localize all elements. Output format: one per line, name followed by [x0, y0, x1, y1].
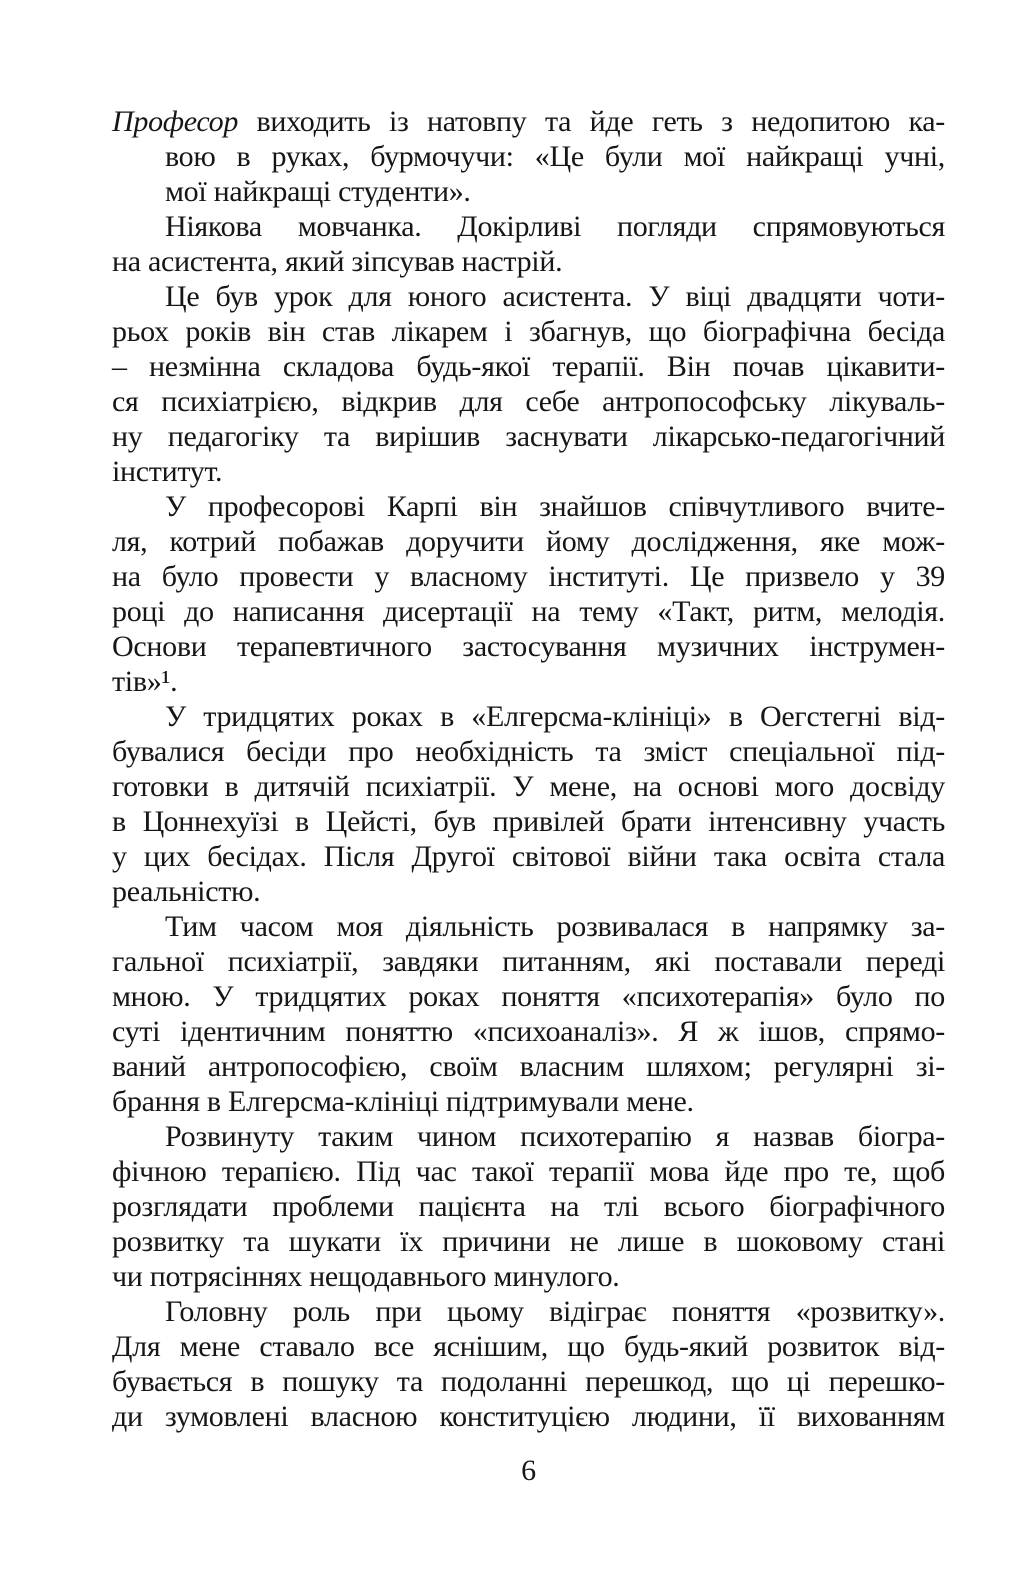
paragraph — [112, 1294, 945, 1434]
paragraph-stage-direction — [112, 104, 945, 209]
text-line: У професорові Карпі він знайшов співчутливого вчите- — [165, 490, 945, 523]
text-line: тів»¹. — [112, 665, 178, 698]
text-line — [112, 104, 945, 139]
text-line: Для мене ставало все яснішим, що будь-який розвиток від- — [112, 1330, 945, 1363]
text-line: Ніякова мовчанка. Докірливі погляди спрямовуються — [165, 210, 945, 243]
text-line: вою в руках, бурмочучи: «Це були мої найкращі учні, — [165, 140, 945, 173]
text-line: готовки в дитячій психіатрії. У мене, на основі мого досвіду — [112, 770, 945, 803]
text-line: розвитку та шукати їх причини не лише в шоковому стані — [112, 1225, 945, 1258]
paragraph — [112, 1119, 945, 1294]
paragraph — [112, 279, 945, 489]
text-line: фічною терапією. Під час такої терапії мова йде про те, щоб — [112, 1155, 945, 1188]
paragraph-lead-italic: Професор — [112, 105, 239, 138]
paragraph — [112, 699, 945, 909]
text-line: бувається в пошуку та подоланні перешкод, що ці перешко- — [112, 1365, 945, 1398]
text-line: ся психіатрією, відкрив для себе антропософську лікуваль- — [112, 385, 945, 418]
page-text — [112, 104, 945, 1488]
text-line: ваний антропософією, своїм власним шляхом; регулярні зі- — [112, 1050, 945, 1083]
text-line: Головну роль при цьому відіграє поняття «розвитку». — [165, 1295, 945, 1328]
text-line: році до написання дисертації на тему «Такт, ритм, мелодія. — [112, 595, 945, 628]
text-line: суті ідентичним поняттю «психоаналіз». Я ж ішов, спрямо- — [112, 1015, 945, 1048]
text-line: на було провести у власному інституті. Це призвело у 39 — [112, 560, 945, 593]
text-line: брання в Елгерсма-клініці підтримували мене. — [112, 1085, 694, 1118]
text-line: мною. У тридцятих роках поняття «психотерапія» було по — [112, 980, 945, 1013]
text-line: гальної психіатрії, завдяки питанням, які поставали переді — [112, 945, 945, 978]
text-line: ля, котрий побажав доручити йому дослідження, яке мож- — [112, 525, 945, 558]
text-line: на асистента, який зіпсував настрій. — [112, 245, 563, 278]
paragraph — [112, 489, 945, 699]
text-line: інститут. — [112, 455, 223, 488]
text-line: чи потрясіннях нещодавнього минулого. — [112, 1260, 620, 1293]
text-line: розглядати проблеми пацієнта на тлі всього біографічного — [112, 1190, 945, 1223]
paragraph — [112, 209, 945, 279]
text-line: у цих бесідах. Після Другої світової війни така освіта стала — [112, 840, 945, 873]
text-line: Основи терапевтичного застосування музичних інструмен- — [112, 630, 945, 663]
text-line: в Цоннехуїзі в Цейсті, був привілей брати інтенсивну участь — [112, 805, 945, 838]
text-span: виходить із натовпу та йде геть з недопитою ка- — [238, 105, 945, 138]
text-line: Тим часом моя діяльність розвивалася в напрямку за- — [165, 910, 945, 943]
text-line: Це був урок для юного асистента. У віці двадцяти чоти- — [165, 280, 945, 313]
text-line: рьох років він став лікарем і збагнув, що біографічна бесіда — [112, 315, 945, 348]
text-line: бувалися бесіди про необхідність та зміст спеціальної під- — [112, 735, 945, 768]
text-line: Розвинуту таким чином психотерапію я назвав біогра- — [165, 1120, 945, 1153]
page-number: 6 — [521, 1454, 536, 1487]
paragraph — [112, 909, 945, 1119]
text-line: – незмінна складова будь-якої терапії. Він почав цікавити- — [112, 350, 945, 383]
text-line: ди зумовлені власною конституцією людини, її вихованням — [112, 1400, 945, 1433]
text-line: мої найкращі студенти». — [165, 175, 471, 208]
text-line: реальністю. — [112, 875, 261, 908]
text-line: ну педагогіку та вирішив заснувати лікарсько-педагогічний — [112, 420, 945, 453]
text-line: У тридцятих роках в «Елгерсма-клініці» в Оегстегні від- — [165, 700, 945, 733]
